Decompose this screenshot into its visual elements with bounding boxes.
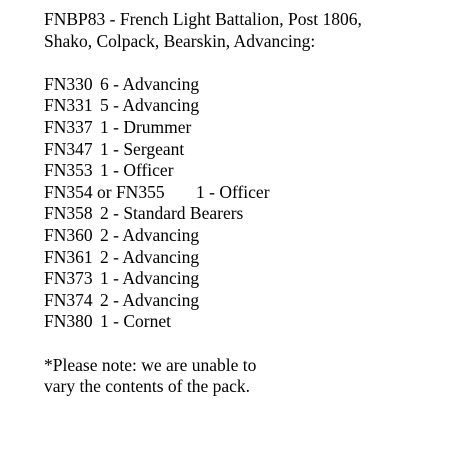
pack-title-line-2: Shako, Colpack, Bearskin, Advancing:: [44, 30, 316, 51]
item-description: 1 - Officer: [196, 181, 270, 202]
pack-note: [44, 355, 444, 398]
pack-description: [44, 9, 444, 398]
item-code: FN358: [44, 203, 93, 224]
item-description: 2 - Advancing: [100, 289, 200, 310]
item-code: FN330: [44, 73, 93, 94]
list-item: [44, 290, 444, 312]
item-description: 2 - Standard Bearers: [100, 203, 244, 224]
list-item: [44, 247, 444, 269]
list-item: [44, 311, 444, 333]
list-item: [44, 160, 444, 182]
list-item: [44, 268, 444, 290]
pack-title: [44, 9, 444, 52]
item-code: FN361: [44, 246, 93, 267]
pack-title-line-1: FNBP83 - French Light Battalion, Post 1806,: [44, 9, 362, 29]
item-description: 5 - Advancing: [100, 95, 200, 116]
item-code: FN353: [44, 160, 93, 181]
pack-note-line-1: *Please note: we are unable to: [44, 354, 257, 375]
item-code: FN380: [44, 311, 93, 332]
item-description: 1 - Drummer: [100, 116, 192, 137]
list-item: [44, 139, 444, 161]
list-item: [44, 74, 444, 96]
item-description: 1 - Officer: [100, 160, 174, 181]
item-code: FN374: [44, 289, 93, 310]
item-description: 2 - Advancing: [100, 224, 200, 245]
item-code: FN347: [44, 138, 93, 159]
contents-list: [44, 74, 444, 333]
item-description: 1 - Sergeant: [100, 138, 185, 159]
item-code: FN331: [44, 95, 93, 116]
item-code: FN360: [44, 224, 93, 245]
item-description: 1 - Advancing: [100, 268, 200, 289]
list-item: [44, 95, 444, 117]
list-item: [44, 203, 444, 225]
item-code: FN373: [44, 268, 93, 289]
pack-note-line-2: vary the contents of the pack.: [44, 376, 251, 397]
item-code: FN354 or FN355: [44, 181, 165, 202]
list-item: [44, 225, 444, 247]
item-description: 6 - Advancing: [100, 73, 200, 94]
item-description: 2 - Advancing: [100, 246, 200, 267]
item-description: 1 - Cornet: [100, 311, 171, 332]
list-item: [44, 182, 444, 204]
list-item: [44, 117, 444, 139]
item-code: FN337: [44, 116, 93, 137]
